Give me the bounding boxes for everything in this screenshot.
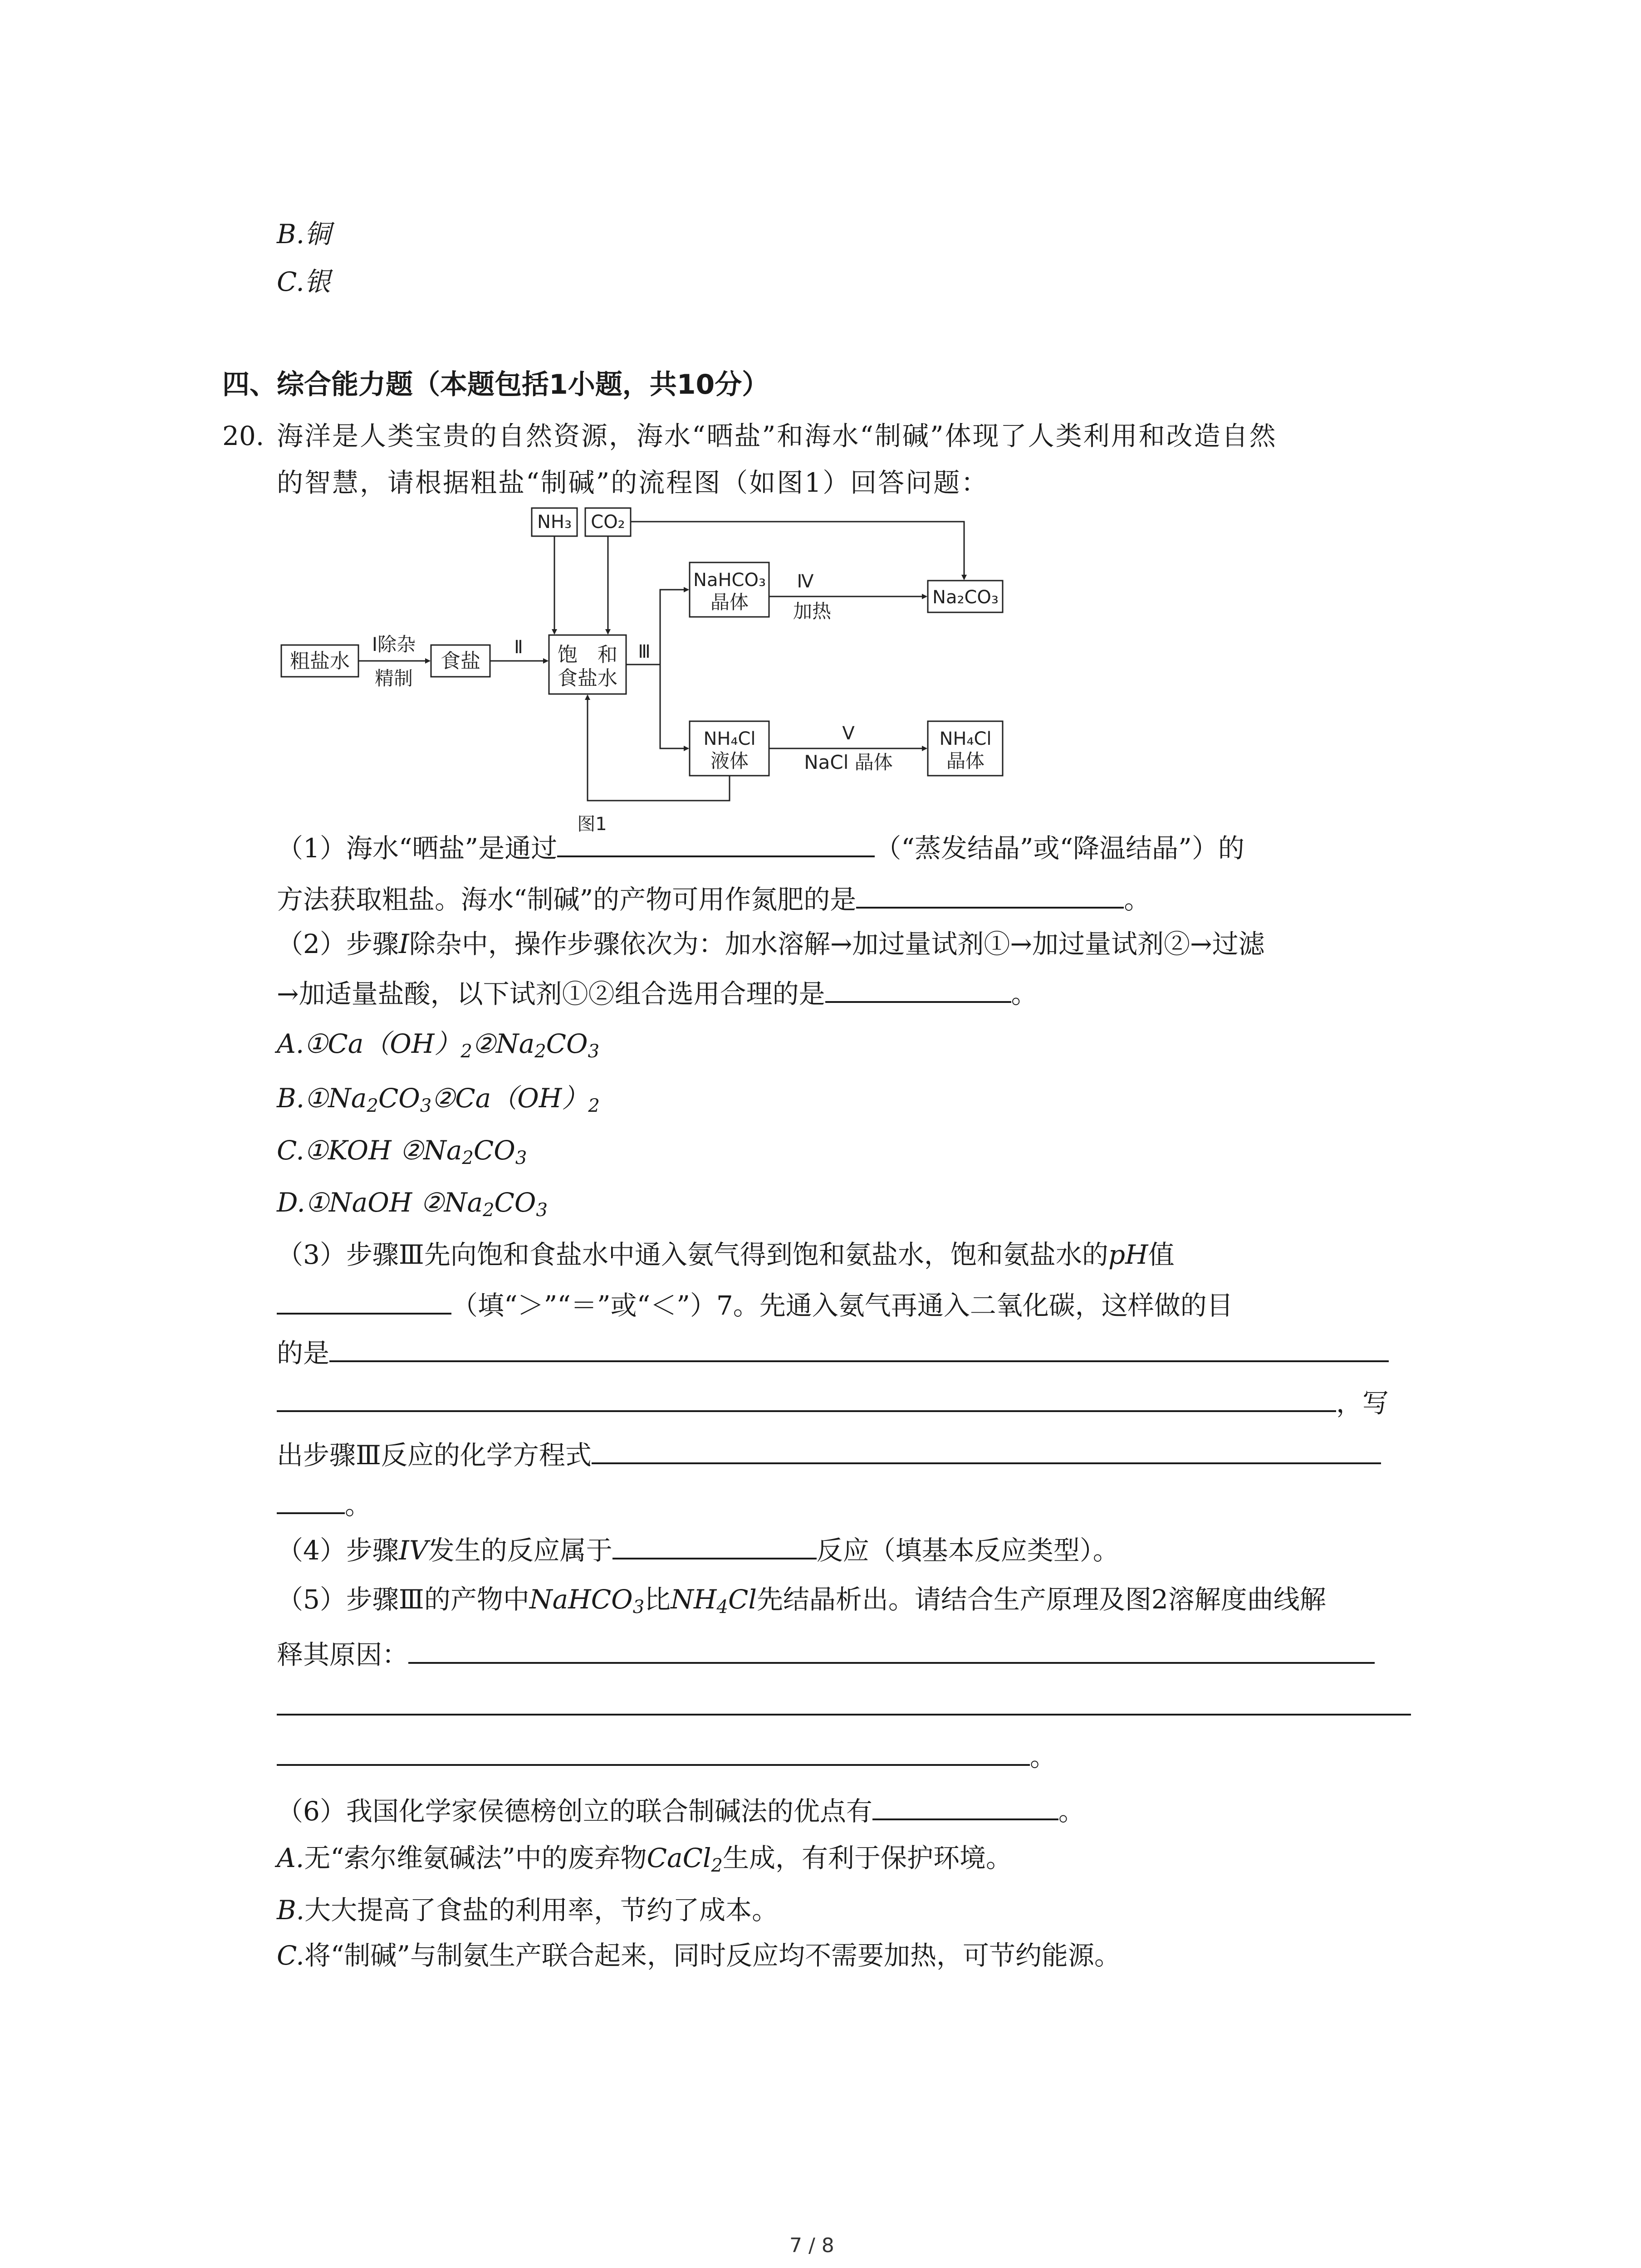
box-sat-brine-label-1: 饱 和 (558, 643, 617, 666)
q3-line6: 。 (277, 1488, 371, 1521)
q3-blank-ph[interactable] (277, 1288, 451, 1315)
box-salt-label: 食盐 (441, 650, 480, 673)
q4-line: （4）步骤IV发生的反应属于 反应（填基本反应类型）。 (277, 1533, 1119, 1567)
box-co2-label: CO₂ (591, 512, 625, 533)
q3-line1: （3）步骤Ⅲ先向饱和食盐水中通入氨气得到饱和氨盐水，饱和氨盐水的pH值 (277, 1239, 1175, 1270)
q3-blank-purpose-1[interactable] (329, 1336, 1389, 1362)
q6-blank[interactable] (872, 1794, 1058, 1820)
page-number: 7 / 8 (789, 2234, 834, 2257)
step5-label-top: Ⅴ (842, 723, 855, 744)
box-nahco3-label-2: 晶体 (710, 591, 749, 613)
box-na2co3-label: Na₂CO₃ (932, 587, 999, 608)
q1-line2: 方法获取粗盐。海水“制碱”的产物可用作氮肥的是 。 (277, 882, 1150, 916)
prev-option-b: B.铜 (277, 219, 331, 249)
box-sat-brine-label-2: 食盐水 (558, 667, 617, 690)
step5-label-bottom: NaCl 晶体 (804, 751, 893, 773)
q2-line1: （2）步骤I除杂中，操作步骤依次为：加水溶解→加过量试剂①→加过量试剂②→过滤 (277, 929, 1265, 959)
box-nh3-label: NH₃ (537, 512, 572, 533)
q6-line1: （6）我国化学家侯德榜创立的联合制碱法的优点有 。 (277, 1794, 1085, 1828)
step2-label: Ⅱ (514, 637, 523, 658)
q5-blank-3[interactable] (277, 1740, 1030, 1766)
box-nh4cl-crystal-label-2: 晶体 (946, 750, 985, 772)
box-nh4cl-liquid-label-2: 液体 (710, 750, 749, 772)
q3-blank-equation-1[interactable] (592, 1438, 1381, 1464)
q6-option-a: A.无“索尔维氨碱法”中的废弃物CaCl$_2$生成，有利于保护环境。 (277, 1843, 1012, 1876)
q3-line2: （填“＞”“＝”或“＜”）7。先通入氨气再通入二氧化碳，这样做的目 (277, 1288, 1233, 1322)
question-number: 20. (222, 420, 265, 451)
step4-label-top: Ⅳ (797, 571, 814, 592)
box-crude-brine-label: 粗盐水 (290, 650, 350, 673)
q2-option-d: D.①NaOH $②Na_2CO_3$ (277, 1187, 548, 1221)
q3-blank-equation-2[interactable] (277, 1488, 345, 1514)
q1-blank-2[interactable] (856, 882, 1124, 909)
q5-blank-2[interactable] (277, 1714, 1411, 1716)
q6-option-c: C.将“制碱”与制氨生产联合起来，同时反应均不需要加热，可节约能源。 (277, 1940, 1121, 1971)
q5-line4: 。 (277, 1740, 1056, 1773)
section-title: 四、综合能力题（本题包括1小题，共10分） (222, 369, 769, 401)
prev-option-c: C.银 (277, 266, 331, 297)
step3-label: Ⅲ (638, 641, 651, 662)
q5-line2: 释其原因： (277, 1637, 1375, 1671)
q5-line1: （5）步骤Ⅲ的产物中NaHCO$_3$比$NH_4Cl$先结晶析出。请结合生产原理及图2溶解度曲线解 (277, 1584, 1326, 1618)
q2-blank[interactable] (825, 977, 1011, 1003)
q2-option-b: $B.①Na_2CO_3②Ca(OH)_2$ (277, 1083, 600, 1116)
q6-option-b: B.大大提高了食盐的利用率，节约了成本。 (277, 1895, 779, 1926)
step1-label-top: Ⅰ除杂 (372, 633, 416, 655)
question-intro-line1: 海洋是人类宝贵的自然资源，海水“晒盐”和海水“制碱”体现了人类利用和改造自然 (277, 420, 1277, 451)
q3-blank-purpose-2[interactable] (277, 1386, 1336, 1412)
q4-blank[interactable] (612, 1533, 817, 1559)
figure1-caption: 图1 (577, 814, 607, 835)
step4-label-bottom: 加热 (793, 600, 832, 622)
q2-option-c: C.①KOH $②Na_2CO_3$ (277, 1135, 527, 1168)
box-nh4cl-crystal-label-1: NH₄Cl (939, 728, 992, 749)
flowchart-figure1 (272, 499, 1043, 844)
q2-option-a: $A.①Ca(OH)_2②Na_2CO_3$ (277, 1028, 600, 1062)
q3-line4: ，写 (277, 1386, 1389, 1419)
step1-label-bottom: 精制 (374, 667, 413, 689)
q2-line2: →加适量盐酸，以下试剂①②组合选用合理的是 。 (277, 977, 1038, 1010)
question-intro-line2: 的智慧，请根据粗盐“制碱”的流程图（如图1）回答问题： (277, 467, 989, 498)
q3-line3: 的是 (277, 1336, 1389, 1369)
q1-blank-1[interactable] (557, 831, 875, 857)
q5-blank-1[interactable] (408, 1637, 1375, 1664)
q1-line1: （1）海水“晒盐”是通过 （“蒸发结晶”或“降温结晶”）的 (277, 831, 1244, 865)
box-nh4cl-liquid-label-1: NH₄Cl (703, 728, 756, 749)
box-nahco3-label-1: NaHCO₃ (693, 570, 766, 591)
q3-line5: 出步骤Ⅲ反应的化学方程式 (277, 1438, 1381, 1471)
